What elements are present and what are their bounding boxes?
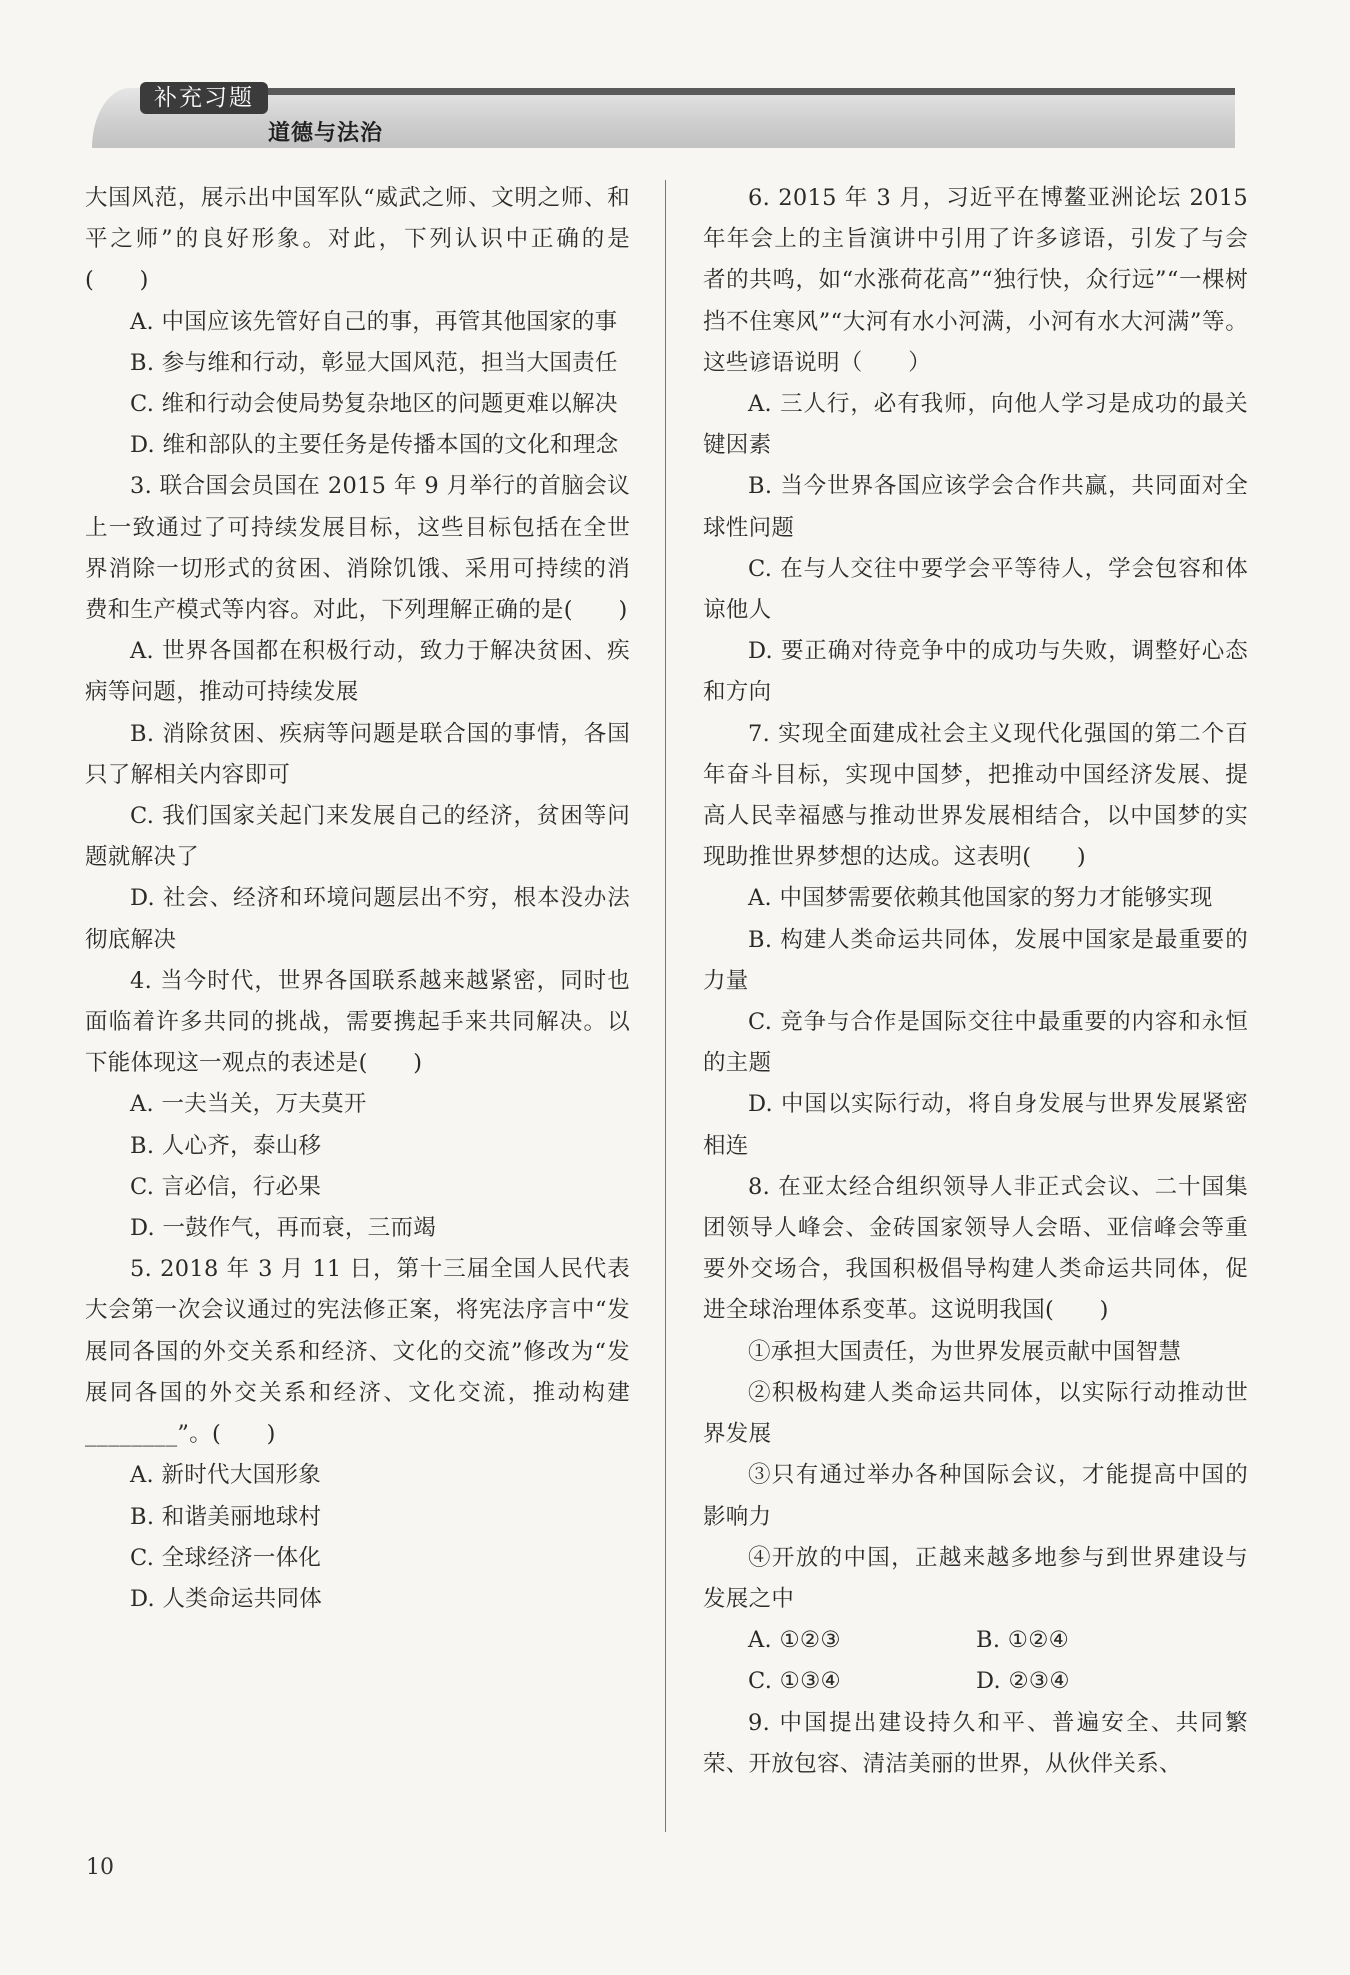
q7-option-c: C. 竞争与合作是国际交往中最重要的内容和永恒的主题 bbox=[703, 1009, 1248, 1077]
q7-option-a: A. 中国梦需要依赖其他国家的努力才能够实现 bbox=[748, 885, 1213, 912]
q3-option-b: B. 消除贫困、疾病等问题是联合国的事情，各国只了解相关内容即可 bbox=[85, 720, 630, 788]
q8-option-c: C. ①③④ bbox=[748, 1668, 842, 1695]
column-divider bbox=[665, 180, 666, 1832]
q4-option-b: B. 人心齐，泰山移 bbox=[130, 1132, 322, 1159]
subject-title: 道德与法治 bbox=[268, 121, 384, 146]
q7-option-d: D. 中国以实际行动，将自身发展与世界发展紧密相连 bbox=[703, 1091, 1248, 1159]
question-4: 4. 当今时代，世界各国联系越来越紧密，同时也面临着许多共同的挑战，需要携起手来共同解决。以下能体现这一观点的表述是( ) bbox=[85, 967, 630, 1077]
q8-statement-3: ③只有通过举办各种国际会议，才能提高中国的影响力 bbox=[703, 1462, 1248, 1530]
question-9: 9. 中国提出建设持久和平、普遍安全、共同繁荣、开放包容、清洁美丽的世界，从伙伴关系、 bbox=[703, 1709, 1248, 1777]
q8-option-b: B. ①②④ bbox=[976, 1627, 1070, 1654]
q2-option-c: C. 维和行动会使局势复杂地区的问题更难以解决 bbox=[130, 391, 618, 418]
q8-option-d: D. ②③④ bbox=[976, 1668, 1070, 1695]
q4-option-d: D. 一鼓作气，再而衰，三而竭 bbox=[130, 1215, 437, 1242]
q6-option-c: C. 在与人交往中要学会平等待人，学会包容和体谅他人 bbox=[703, 555, 1248, 624]
q2-option-d: D. 维和部队的主要任务是传播本国的文化和理念 bbox=[130, 432, 619, 459]
q8-statement-2: ②积极构建人类命运共同体，以实际行动推动世界发展 bbox=[703, 1379, 1248, 1448]
q6-option-d: D. 要正确对待竞争中的成功与失败，调整好心态和方向 bbox=[703, 638, 1248, 706]
q7-option-b: B. 构建人类命运共同体，发展中国家是最重要的力量 bbox=[703, 926, 1248, 994]
question-3: 3. 联合国会员国在 2015 年 9 月举行的首脑会议上一致通过了可持续发展目标，这些目标包括在全世界消除一切形式的贫困、消除饥饿、采用可持续的消费和生产模式等内容。对此，下列理解正确的是( ) bbox=[85, 473, 630, 624]
page-number: 10 bbox=[86, 1855, 114, 1880]
q5-option-d: D. 人类命运共同体 bbox=[130, 1585, 323, 1612]
q2-option-b: B. 参与维和行动，彰显大国风范，担当大国责任 bbox=[130, 349, 618, 376]
right-column bbox=[703, 178, 1248, 1785]
q5-option-b: B. 和谐美丽地球村 bbox=[130, 1503, 322, 1530]
q8-options-row-1 bbox=[703, 1620, 1248, 1661]
header-top-line bbox=[268, 88, 1235, 95]
q4-option-a: A. 一夫当关，万夫莫开 bbox=[130, 1091, 367, 1118]
section-tab: 补充习题 bbox=[140, 82, 268, 114]
q5-option-c: C. 全球经济一体化 bbox=[130, 1544, 322, 1571]
q6-option-b: B. 当今世界各国应该学会合作共赢，共同面对全球性问题 bbox=[703, 473, 1248, 541]
page-header bbox=[78, 82, 1235, 148]
q8-options-row-2 bbox=[703, 1661, 1248, 1702]
q8-statement-4: ④开放的中国，正越来越多地参与到世界建设与发展之中 bbox=[703, 1544, 1248, 1612]
question-5: 5. 2018 年 3 月 11 日，第十三届全国人民代表大会第一次会议通过的宪法修正案，将宪法序言中“发展同各国的外交关系和经济、文化的交流”修改为“发展同各国的外交关系和经济、文化交流，推动构建________”。( ) bbox=[85, 1256, 630, 1448]
question-8: 8. 在亚太经合组织领导人非正式会议、二十国集团领导人峰会、金砖国家领导人会晤、亚信峰会等重要外交场合，我国积极倡导构建人类命运共同体，促进全球治理体系变革。这说明我国( ) bbox=[703, 1173, 1248, 1324]
q6-option-a: A. 三人行，必有我师，向他人学习是成功的最关键因素 bbox=[703, 391, 1248, 459]
q3-option-c: C. 我们国家关起门来发展自己的经济，贫困等问题就解决了 bbox=[85, 803, 630, 871]
q5-option-a: A. 新时代大国形象 bbox=[130, 1462, 322, 1489]
q2-option-a: A. 中国应该先管好自己的事，再管其他国家的事 bbox=[130, 308, 618, 335]
q3-option-a: A. 世界各国都在积极行动，致力于解决贫困、疾病等问题，推动可持续发展 bbox=[85, 638, 630, 706]
q3-option-d: D. 社会、经济和环境问题层出不穷，根本没办法彻底解决 bbox=[85, 885, 630, 953]
q8-statement-1: ①承担大国责任，为世界发展贡献中国智慧 bbox=[748, 1338, 1182, 1365]
question-2-continued: 大国风范，展示出中国军队“威武之师、文明之师、和平之师”的良好形象。对此，下列认识中正确的是( ) bbox=[85, 185, 630, 294]
left-column bbox=[85, 178, 630, 1620]
q8-option-a: A. ①②③ bbox=[748, 1627, 841, 1654]
q4-option-c: C. 言必信，行必果 bbox=[130, 1173, 322, 1200]
question-7: 7. 实现全面建成社会主义现代化强国的第二个百年奋斗目标，实现中国梦，把推动中国经济发展、提高人民幸福感与推动世界发展相结合，以中国梦的实现助推世界梦想的达成。这表明( ) bbox=[703, 720, 1248, 871]
question-6: 6. 2015 年 3 月，习近平在博鳌亚洲论坛 2015 年年会上的主旨演讲中引用了许多谚语，引发了与会者的共鸣，如“水涨荷花高”“独行快，众行远”“一棵树挡不住寒风”“大河有水小河满，小河有水大河满”等。这些谚语说明（ ） bbox=[703, 185, 1248, 376]
